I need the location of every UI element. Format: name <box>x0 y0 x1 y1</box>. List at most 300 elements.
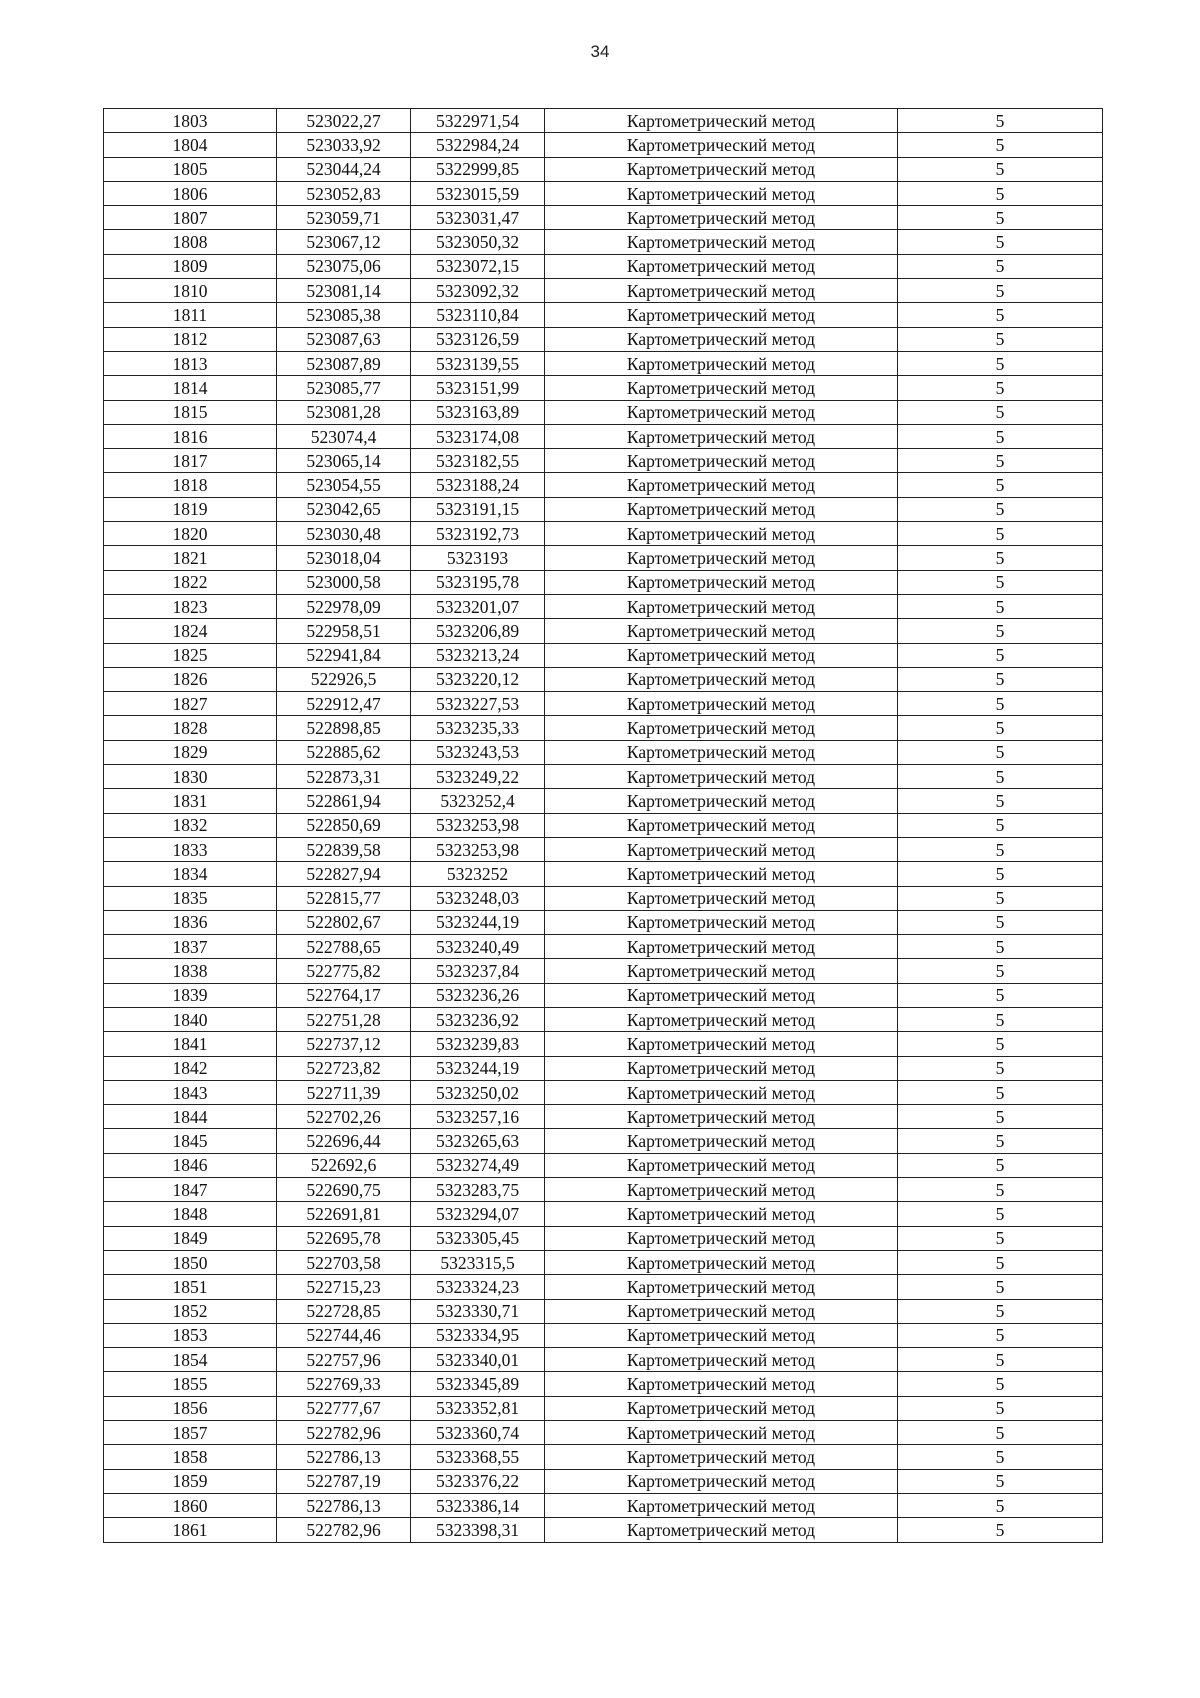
accuracy-cell: 5 <box>898 910 1103 934</box>
point-number-cell: 1861 <box>104 1518 277 1542</box>
x-coordinate-cell: 522815,77 <box>277 886 411 910</box>
table-row <box>104 327 1103 351</box>
accuracy-cell: 5 <box>898 813 1103 837</box>
x-coordinate-cell: 523087,63 <box>277 327 411 351</box>
method-cell: Картометрический метод <box>545 1348 898 1372</box>
method-cell: Картометрический метод <box>545 230 898 254</box>
method-cell: Картометрический метод <box>545 1445 898 1469</box>
x-coordinate-cell: 522769,33 <box>277 1372 411 1396</box>
accuracy-cell: 5 <box>898 1372 1103 1396</box>
y-coordinate-cell: 5323249,22 <box>411 765 545 789</box>
method-cell: Картометрический метод <box>545 1421 898 1445</box>
table-row <box>104 1129 1103 1153</box>
y-coordinate-cell: 5323220,12 <box>411 667 545 691</box>
accuracy-cell: 5 <box>898 327 1103 351</box>
table-row <box>104 424 1103 448</box>
table-row <box>104 400 1103 424</box>
point-number-cell: 1852 <box>104 1299 277 1323</box>
y-coordinate-cell: 5323294,07 <box>411 1202 545 1226</box>
method-cell: Картометрический метод <box>545 1129 898 1153</box>
table-row <box>104 522 1103 546</box>
x-coordinate-cell: 522782,96 <box>277 1421 411 1445</box>
method-cell: Картометрический метод <box>545 813 898 837</box>
method-cell: Картометрический метод <box>545 643 898 667</box>
y-coordinate-cell: 5323151,99 <box>411 376 545 400</box>
method-cell: Картометрический метод <box>545 740 898 764</box>
accuracy-cell: 5 <box>898 959 1103 983</box>
y-coordinate-cell: 5323072,15 <box>411 254 545 278</box>
accuracy-cell: 5 <box>898 497 1103 521</box>
point-number-cell: 1806 <box>104 181 277 205</box>
method-cell: Картометрический метод <box>545 181 898 205</box>
method-cell: Картометрический метод <box>545 959 898 983</box>
x-coordinate-cell: 523000,58 <box>277 570 411 594</box>
y-coordinate-cell: 5323315,5 <box>411 1250 545 1274</box>
table-row <box>104 1323 1103 1347</box>
point-number-cell: 1844 <box>104 1105 277 1129</box>
method-cell: Картометрический метод <box>545 351 898 375</box>
coordinates-table-body <box>104 109 1103 1543</box>
x-coordinate-cell: 522941,84 <box>277 643 411 667</box>
x-coordinate-cell: 523067,12 <box>277 230 411 254</box>
method-cell: Картометрический метод <box>545 303 898 327</box>
point-number-cell: 1858 <box>104 1445 277 1469</box>
y-coordinate-cell: 5322984,24 <box>411 133 545 157</box>
x-coordinate-cell: 522744,46 <box>277 1323 411 1347</box>
table-row <box>104 1056 1103 1080</box>
method-cell: Картометрический метод <box>545 1178 898 1202</box>
table-row <box>104 1518 1103 1542</box>
method-cell: Картометрический метод <box>545 449 898 473</box>
x-coordinate-cell: 523081,14 <box>277 279 411 303</box>
point-number-cell: 1839 <box>104 983 277 1007</box>
y-coordinate-cell: 5323248,03 <box>411 886 545 910</box>
x-coordinate-cell: 522786,13 <box>277 1445 411 1469</box>
point-number-cell: 1850 <box>104 1250 277 1274</box>
x-coordinate-cell: 522839,58 <box>277 837 411 861</box>
x-coordinate-cell: 523059,71 <box>277 206 411 230</box>
x-coordinate-cell: 522978,09 <box>277 594 411 618</box>
y-coordinate-cell: 5323110,84 <box>411 303 545 327</box>
x-coordinate-cell: 522873,31 <box>277 765 411 789</box>
method-cell: Картометрический метод <box>545 1202 898 1226</box>
point-number-cell: 1833 <box>104 837 277 861</box>
table-row <box>104 813 1103 837</box>
x-coordinate-cell: 522788,65 <box>277 935 411 959</box>
table-row <box>104 1421 1103 1445</box>
accuracy-cell: 5 <box>898 1323 1103 1347</box>
table-row <box>104 109 1103 133</box>
accuracy-cell: 5 <box>898 740 1103 764</box>
table-row <box>104 837 1103 861</box>
point-number-cell: 1826 <box>104 667 277 691</box>
method-cell: Картометрический метод <box>545 254 898 278</box>
y-coordinate-cell: 5323192,73 <box>411 522 545 546</box>
x-coordinate-cell: 523044,24 <box>277 157 411 181</box>
point-number-cell: 1846 <box>104 1153 277 1177</box>
table-row <box>104 910 1103 934</box>
y-coordinate-cell: 5323265,63 <box>411 1129 545 1153</box>
accuracy-cell: 5 <box>898 1396 1103 1420</box>
table-row <box>104 1396 1103 1420</box>
table-row <box>104 740 1103 764</box>
y-coordinate-cell: 5323236,26 <box>411 983 545 1007</box>
accuracy-cell: 5 <box>898 1493 1103 1517</box>
x-coordinate-cell: 522898,85 <box>277 716 411 740</box>
accuracy-cell: 5 <box>898 789 1103 813</box>
y-coordinate-cell: 5323193 <box>411 546 545 570</box>
point-number-cell: 1832 <box>104 813 277 837</box>
point-number-cell: 1829 <box>104 740 277 764</box>
accuracy-cell: 5 <box>898 157 1103 181</box>
method-cell: Картометрический метод <box>545 716 898 740</box>
y-coordinate-cell: 5323244,19 <box>411 1056 545 1080</box>
table-row <box>104 1007 1103 1031</box>
method-cell: Картометрический метод <box>545 473 898 497</box>
y-coordinate-cell: 5323163,89 <box>411 400 545 424</box>
accuracy-cell: 5 <box>898 303 1103 327</box>
x-coordinate-cell: 522696,44 <box>277 1129 411 1153</box>
x-coordinate-cell: 523033,92 <box>277 133 411 157</box>
accuracy-cell: 5 <box>898 376 1103 400</box>
accuracy-cell: 5 <box>898 837 1103 861</box>
accuracy-cell: 5 <box>898 1178 1103 1202</box>
method-cell: Картометрический метод <box>545 1056 898 1080</box>
method-cell: Картометрический метод <box>545 497 898 521</box>
x-coordinate-cell: 522782,96 <box>277 1518 411 1542</box>
x-coordinate-cell: 522702,26 <box>277 1105 411 1129</box>
point-number-cell: 1822 <box>104 570 277 594</box>
method-cell: Картометрический метод <box>545 692 898 716</box>
x-coordinate-cell: 523018,04 <box>277 546 411 570</box>
x-coordinate-cell: 522715,23 <box>277 1275 411 1299</box>
y-coordinate-cell: 5323015,59 <box>411 181 545 205</box>
point-number-cell: 1811 <box>104 303 277 327</box>
x-coordinate-cell: 522690,75 <box>277 1178 411 1202</box>
point-number-cell: 1854 <box>104 1348 277 1372</box>
accuracy-cell: 5 <box>898 692 1103 716</box>
accuracy-cell: 5 <box>898 1445 1103 1469</box>
point-number-cell: 1803 <box>104 109 277 133</box>
point-number-cell: 1855 <box>104 1372 277 1396</box>
table-row <box>104 1153 1103 1177</box>
point-number-cell: 1842 <box>104 1056 277 1080</box>
table-row <box>104 667 1103 691</box>
table-row <box>104 157 1103 181</box>
accuracy-cell: 5 <box>898 400 1103 424</box>
x-coordinate-cell: 523085,38 <box>277 303 411 327</box>
point-number-cell: 1857 <box>104 1421 277 1445</box>
x-coordinate-cell: 522885,62 <box>277 740 411 764</box>
table-row <box>104 230 1103 254</box>
point-number-cell: 1825 <box>104 643 277 667</box>
x-coordinate-cell: 523052,83 <box>277 181 411 205</box>
accuracy-cell: 5 <box>898 473 1103 497</box>
method-cell: Картометрический метод <box>545 619 898 643</box>
accuracy-cell: 5 <box>898 716 1103 740</box>
table-row <box>104 181 1103 205</box>
point-number-cell: 1838 <box>104 959 277 983</box>
point-number-cell: 1849 <box>104 1226 277 1250</box>
table-row <box>104 1372 1103 1396</box>
accuracy-cell: 5 <box>898 619 1103 643</box>
accuracy-cell: 5 <box>898 1518 1103 1542</box>
accuracy-cell: 5 <box>898 351 1103 375</box>
table-row <box>104 497 1103 521</box>
x-coordinate-cell: 523065,14 <box>277 449 411 473</box>
y-coordinate-cell: 5323243,53 <box>411 740 545 764</box>
x-coordinate-cell: 523085,77 <box>277 376 411 400</box>
table-row <box>104 789 1103 813</box>
x-coordinate-cell: 522691,81 <box>277 1202 411 1226</box>
point-number-cell: 1812 <box>104 327 277 351</box>
accuracy-cell: 5 <box>898 594 1103 618</box>
table-row <box>104 643 1103 667</box>
method-cell: Картометрический метод <box>545 1275 898 1299</box>
x-coordinate-cell: 522751,28 <box>277 1007 411 1031</box>
y-coordinate-cell: 5323213,24 <box>411 643 545 667</box>
method-cell: Картометрический метод <box>545 789 898 813</box>
y-coordinate-cell: 5322971,54 <box>411 109 545 133</box>
accuracy-cell: 5 <box>898 1275 1103 1299</box>
accuracy-cell: 5 <box>898 254 1103 278</box>
y-coordinate-cell: 5323257,16 <box>411 1105 545 1129</box>
x-coordinate-cell: 522787,19 <box>277 1469 411 1493</box>
point-number-cell: 1845 <box>104 1129 277 1153</box>
y-coordinate-cell: 5323250,02 <box>411 1080 545 1104</box>
point-number-cell: 1810 <box>104 279 277 303</box>
point-number-cell: 1841 <box>104 1032 277 1056</box>
accuracy-cell: 5 <box>898 1032 1103 1056</box>
accuracy-cell: 5 <box>898 983 1103 1007</box>
method-cell: Картометрический метод <box>545 327 898 351</box>
accuracy-cell: 5 <box>898 109 1103 133</box>
y-coordinate-cell: 5323236,92 <box>411 1007 545 1031</box>
y-coordinate-cell: 5323330,71 <box>411 1299 545 1323</box>
point-number-cell: 1834 <box>104 862 277 886</box>
accuracy-cell: 5 <box>898 667 1103 691</box>
point-number-cell: 1815 <box>104 400 277 424</box>
point-number-cell: 1856 <box>104 1396 277 1420</box>
x-coordinate-cell: 522850,69 <box>277 813 411 837</box>
x-coordinate-cell: 522775,82 <box>277 959 411 983</box>
x-coordinate-cell: 523074,4 <box>277 424 411 448</box>
accuracy-cell: 5 <box>898 765 1103 789</box>
accuracy-cell: 5 <box>898 522 1103 546</box>
y-coordinate-cell: 5323252,4 <box>411 789 545 813</box>
x-coordinate-cell: 522786,13 <box>277 1493 411 1517</box>
x-coordinate-cell: 522958,51 <box>277 619 411 643</box>
method-cell: Картометрический метод <box>545 1469 898 1493</box>
accuracy-cell: 5 <box>898 862 1103 886</box>
y-coordinate-cell: 5323305,45 <box>411 1226 545 1250</box>
method-cell: Картометрический метод <box>545 546 898 570</box>
accuracy-cell: 5 <box>898 424 1103 448</box>
accuracy-cell: 5 <box>898 279 1103 303</box>
method-cell: Картометрический метод <box>545 109 898 133</box>
x-coordinate-cell: 522737,12 <box>277 1032 411 1056</box>
method-cell: Картометрический метод <box>545 862 898 886</box>
table-row <box>104 449 1103 473</box>
y-coordinate-cell: 5323201,07 <box>411 594 545 618</box>
point-number-cell: 1804 <box>104 133 277 157</box>
point-number-cell: 1817 <box>104 449 277 473</box>
y-coordinate-cell: 5323252 <box>411 862 545 886</box>
x-coordinate-cell: 522827,94 <box>277 862 411 886</box>
point-number-cell: 1831 <box>104 789 277 813</box>
method-cell: Картометрический метод <box>545 1323 898 1347</box>
method-cell: Картометрический метод <box>545 206 898 230</box>
table-row <box>104 692 1103 716</box>
method-cell: Картометрический метод <box>545 1032 898 1056</box>
method-cell: Картометрический метод <box>545 522 898 546</box>
method-cell: Картометрический метод <box>545 1105 898 1129</box>
table-row <box>104 206 1103 230</box>
method-cell: Картометрический метод <box>545 1080 898 1104</box>
table-row <box>104 1445 1103 1469</box>
point-number-cell: 1821 <box>104 546 277 570</box>
point-number-cell: 1828 <box>104 716 277 740</box>
table-row <box>104 1105 1103 1129</box>
point-number-cell: 1824 <box>104 619 277 643</box>
y-coordinate-cell: 5323398,31 <box>411 1518 545 1542</box>
table-row <box>104 1299 1103 1323</box>
point-number-cell: 1818 <box>104 473 277 497</box>
x-coordinate-cell: 523087,89 <box>277 351 411 375</box>
method-cell: Картометрический метод <box>545 133 898 157</box>
point-number-cell: 1814 <box>104 376 277 400</box>
method-cell: Картометрический метод <box>545 837 898 861</box>
y-coordinate-cell: 5323240,49 <box>411 935 545 959</box>
accuracy-cell: 5 <box>898 181 1103 205</box>
accuracy-cell: 5 <box>898 1007 1103 1031</box>
point-number-cell: 1853 <box>104 1323 277 1347</box>
accuracy-cell: 5 <box>898 1080 1103 1104</box>
y-coordinate-cell: 5323376,22 <box>411 1469 545 1493</box>
table-row <box>104 1250 1103 1274</box>
point-number-cell: 1840 <box>104 1007 277 1031</box>
table-row <box>104 935 1103 959</box>
accuracy-cell: 5 <box>898 230 1103 254</box>
accuracy-cell: 5 <box>898 1105 1103 1129</box>
point-number-cell: 1847 <box>104 1178 277 1202</box>
table-row <box>104 959 1103 983</box>
method-cell: Картометрический метод <box>545 424 898 448</box>
point-number-cell: 1835 <box>104 886 277 910</box>
table-row <box>104 279 1103 303</box>
table-row <box>104 376 1103 400</box>
table-row <box>104 1469 1103 1493</box>
accuracy-cell: 5 <box>898 1421 1103 1445</box>
x-coordinate-cell: 522757,96 <box>277 1348 411 1372</box>
accuracy-cell: 5 <box>898 1250 1103 1274</box>
table-row <box>104 765 1103 789</box>
y-coordinate-cell: 5323360,74 <box>411 1421 545 1445</box>
point-number-cell: 1860 <box>104 1493 277 1517</box>
x-coordinate-cell: 523054,55 <box>277 473 411 497</box>
method-cell: Картометрический метод <box>545 765 898 789</box>
x-coordinate-cell: 522711,39 <box>277 1080 411 1104</box>
y-coordinate-cell: 5323092,32 <box>411 279 545 303</box>
y-coordinate-cell: 5323182,55 <box>411 449 545 473</box>
x-coordinate-cell: 522777,67 <box>277 1396 411 1420</box>
y-coordinate-cell: 5323174,08 <box>411 424 545 448</box>
y-coordinate-cell: 5323345,89 <box>411 1372 545 1396</box>
y-coordinate-cell: 5323253,98 <box>411 837 545 861</box>
accuracy-cell: 5 <box>898 1056 1103 1080</box>
method-cell: Картометрический метод <box>545 1396 898 1420</box>
y-coordinate-cell: 5323235,33 <box>411 716 545 740</box>
accuracy-cell: 5 <box>898 1129 1103 1153</box>
accuracy-cell: 5 <box>898 1153 1103 1177</box>
y-coordinate-cell: 5323340,01 <box>411 1348 545 1372</box>
x-coordinate-cell: 522695,78 <box>277 1226 411 1250</box>
point-number-cell: 1807 <box>104 206 277 230</box>
method-cell: Картометрический метод <box>545 594 898 618</box>
method-cell: Картометрический метод <box>545 667 898 691</box>
table-row <box>104 1493 1103 1517</box>
accuracy-cell: 5 <box>898 1348 1103 1372</box>
accuracy-cell: 5 <box>898 643 1103 667</box>
table-row <box>104 1032 1103 1056</box>
method-cell: Картометрический метод <box>545 983 898 1007</box>
point-number-cell: 1843 <box>104 1080 277 1104</box>
method-cell: Картометрический метод <box>545 1007 898 1031</box>
method-cell: Картометрический метод <box>545 1153 898 1177</box>
point-number-cell: 1809 <box>104 254 277 278</box>
accuracy-cell: 5 <box>898 1469 1103 1493</box>
table-row <box>104 1178 1103 1202</box>
x-coordinate-cell: 522926,5 <box>277 667 411 691</box>
accuracy-cell: 5 <box>898 886 1103 910</box>
table-row <box>104 1348 1103 1372</box>
point-number-cell: 1859 <box>104 1469 277 1493</box>
table-row <box>104 351 1103 375</box>
point-number-cell: 1851 <box>104 1275 277 1299</box>
x-coordinate-cell: 522723,82 <box>277 1056 411 1080</box>
method-cell: Картометрический метод <box>545 157 898 181</box>
x-coordinate-cell: 522764,17 <box>277 983 411 1007</box>
method-cell: Картометрический метод <box>545 1226 898 1250</box>
table-row <box>104 1275 1103 1299</box>
x-coordinate-cell: 523081,28 <box>277 400 411 424</box>
x-coordinate-cell: 522861,94 <box>277 789 411 813</box>
point-number-cell: 1830 <box>104 765 277 789</box>
table-row <box>104 303 1103 327</box>
method-cell: Картометрический метод <box>545 1518 898 1542</box>
point-number-cell: 1816 <box>104 424 277 448</box>
point-number-cell: 1848 <box>104 1202 277 1226</box>
table-row <box>104 619 1103 643</box>
table-row <box>104 570 1103 594</box>
accuracy-cell: 5 <box>898 1202 1103 1226</box>
method-cell: Картометрический метод <box>545 1493 898 1517</box>
accuracy-cell: 5 <box>898 546 1103 570</box>
table-row <box>104 594 1103 618</box>
method-cell: Картометрический метод <box>545 400 898 424</box>
x-coordinate-cell: 522912,47 <box>277 692 411 716</box>
point-number-cell: 1819 <box>104 497 277 521</box>
x-coordinate-cell: 523042,65 <box>277 497 411 521</box>
table-row <box>104 886 1103 910</box>
accuracy-cell: 5 <box>898 133 1103 157</box>
method-cell: Картометрический метод <box>545 1372 898 1396</box>
x-coordinate-cell: 522802,67 <box>277 910 411 934</box>
x-coordinate-cell: 523030,48 <box>277 522 411 546</box>
y-coordinate-cell: 5323188,24 <box>411 473 545 497</box>
x-coordinate-cell: 523022,27 <box>277 109 411 133</box>
point-number-cell: 1823 <box>104 594 277 618</box>
